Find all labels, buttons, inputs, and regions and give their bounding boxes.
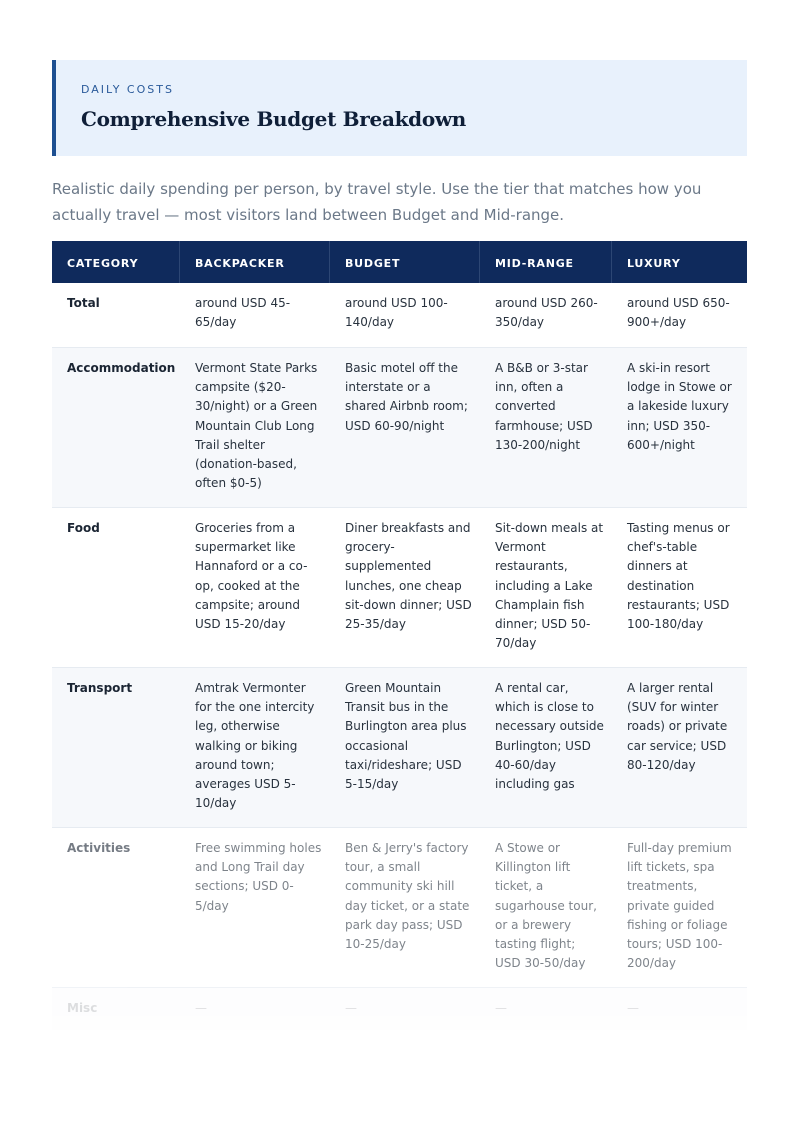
column-header-backpacker: BACKPACKER (180, 241, 330, 283)
table-row-transport (52, 668, 747, 828)
cell-luxury: A ski-in resort lodge in Stowe or a lakeside luxury inn; USD 350-600+/night (627, 361, 732, 452)
cell-luxury: around USD 650-900+/day (627, 296, 730, 330)
cell-luxury: Tasting menus or chef's-table dinners at destination restaurants; USD 100-180/day (627, 521, 730, 632)
budget-table (52, 241, 747, 1030)
section-eyebrow: DAILY COSTS (81, 83, 174, 96)
cell-backpacker: Amtrak Vermonter for the one intercity leg, otherwise walking or biking around town; averages USD 5-10/day (195, 681, 315, 811)
table-row-total (52, 283, 747, 348)
row-category: Misc (67, 1001, 98, 1015)
intro-paragraph: Realistic daily spending per person, by travel style. Use the tier that matches how you actually travel — most visitors land between Budget and Mid-range. (52, 180, 702, 224)
cell-budget: Basic motel off the interstate or a shared Airbnb room; USD 60-90/night (345, 361, 468, 433)
table-row-food (52, 508, 747, 668)
table-row-accommodation (52, 348, 747, 508)
cell-luxury: A larger rental (SUV for winter roads) or private car service; USD 80-120/day (627, 681, 728, 772)
section-header-card (52, 60, 747, 156)
cell-mid-range: A Stowe or Killington lift ticket, a sugarhouse tour, or a brewery tasting flight; USD 30-50/day (495, 841, 597, 971)
row-category: Transport (67, 681, 133, 695)
cell-backpacker: around USD 45-65/day (195, 296, 291, 330)
cell-luxury: Full-day premium lift tickets, spa treatments, private guided fishing or foliage tours; USD 100-200/day (627, 841, 732, 971)
cell-budget: — (345, 1001, 357, 1015)
cell-backpacker: Vermont State Parks campsite ($20-30/night) or a Green Mountain Club Long Trail shelter (donation-based, often $0-5) (195, 361, 318, 491)
cell-mid-range: A B&B or 3-star inn, often a converted farmhouse; USD 130-200/night (495, 361, 593, 452)
cell-budget: Diner breakfasts and grocery-supplemented lunches, one cheap sit-down dinner; USD 25-35/day (345, 521, 472, 632)
cell-budget: Green Mountain Transit bus in the Burlington area plus occasional taxi/rideshare; USD 5-15/day (345, 681, 467, 792)
cell-backpacker: Groceries from a supermarket like Hannaford or a co-op, cooked at the campsite; around USD 15-20/day (195, 521, 308, 632)
cell-mid-range: — (495, 1001, 507, 1015)
column-header-mid-range: MID-RANGE (480, 241, 612, 283)
row-category: Activities (67, 841, 131, 855)
cell-backpacker: — (195, 1001, 207, 1015)
cell-luxury: — (627, 1001, 639, 1015)
table-row-misc (52, 988, 747, 1030)
row-category: Total (67, 296, 100, 310)
cell-mid-range: A rental car, which is close to necessary outside Burlington; USD 40-60/day including gas (495, 681, 604, 792)
cell-mid-range: around USD 260-350/day (495, 296, 598, 330)
column-header-category: CATEGORY (52, 241, 180, 283)
table-header (52, 241, 747, 283)
cell-mid-range: Sit-down meals at Vermont restaurants, including a Lake Champlain fish dinner; USD 50-70/day (495, 521, 604, 651)
cell-backpacker: Free swimming holes and Long Trail day sections; USD 0-5/day (195, 841, 322, 913)
table-row-activities (52, 828, 747, 988)
column-header-luxury: LUXURY (627, 257, 681, 270)
row-category: Food (67, 521, 100, 535)
column-header-budget: BUDGET (330, 241, 480, 283)
cell-budget: around USD 100-140/day (345, 296, 448, 330)
cell-budget: Ben & Jerry's factory tour, a small community ski hill day ticket, or a state park day pass; USD 10-25/day (345, 841, 470, 952)
row-category: Accommodation (67, 361, 176, 375)
section-title: Comprehensive Budget Breakdown (81, 107, 467, 131)
